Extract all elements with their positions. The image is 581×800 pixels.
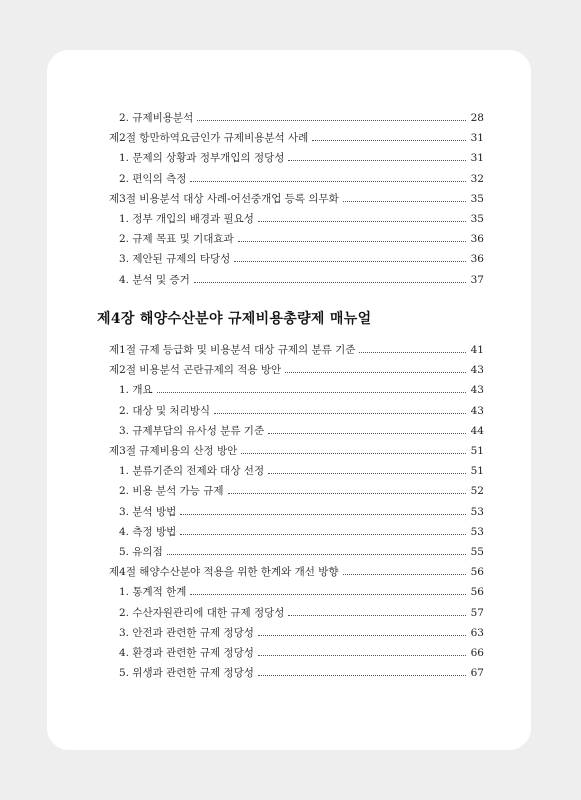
dot-leader	[234, 260, 466, 262]
toc-entry-page: 51	[470, 465, 484, 478]
toc-entry-title: 5. 유의점	[119, 546, 163, 558]
toc-entry-page: 43	[470, 404, 484, 417]
toc-entry-title: 2. 비용 분석 가능 규제	[119, 485, 224, 498]
dot-leader	[197, 119, 466, 121]
dot-leader	[241, 452, 466, 454]
toc-entry-title: 제4절 해양수산분야 적용을 위한 한계와 개선 방향	[109, 566, 339, 579]
toc-entry	[119, 463, 484, 479]
toc-entry	[119, 605, 484, 621]
toc-entry-title: 제3절 규제비용의 산정 방안	[109, 445, 238, 457]
toc-entry-page: 63	[470, 626, 484, 639]
toc-entry	[109, 191, 484, 207]
toc-entry-title: 2. 수산자원관리에 대한 규제 정당성	[119, 606, 285, 619]
toc-entry-title: 4. 측정 방법	[119, 525, 177, 538]
toc-entry	[119, 382, 484, 398]
chapter-heading: 제4장 해양수산분야 규제비용총량제 매뉴얼	[97, 311, 372, 327]
toc-entry	[119, 110, 484, 126]
toc-entry	[109, 130, 484, 146]
toc-entry-page: 31	[470, 152, 484, 165]
dot-leader	[285, 371, 466, 373]
dot-leader	[190, 180, 466, 182]
dot-leader	[359, 351, 466, 353]
toc-entry	[119, 625, 484, 641]
toc-entry	[119, 483, 484, 499]
toc-entry	[119, 504, 484, 520]
toc-entry	[119, 171, 484, 187]
toc-entry-page: 31	[470, 132, 484, 145]
toc-entry-page: 44	[470, 424, 484, 437]
dot-leader	[343, 573, 466, 575]
toc-entry-title: 1. 통계적 한계	[119, 586, 187, 599]
toc-entry-title: 1. 정부 개입의 배경과 필요성	[119, 213, 254, 225]
dot-leader	[167, 553, 466, 555]
dot-leader	[238, 240, 466, 242]
toc-entry-title: 3. 규제부담의 유사성 분류 기준	[119, 424, 265, 437]
dot-leader	[180, 513, 466, 515]
toc-entry	[119, 423, 484, 439]
dot-leader	[258, 634, 466, 636]
dot-leader	[180, 533, 466, 535]
toc-entry-title: 1. 문제의 상황과 정부개입의 정당성	[119, 152, 285, 165]
toc-entry-title: 2. 편익의 측정	[119, 172, 187, 185]
toc-entry	[119, 645, 484, 661]
dot-leader	[258, 674, 466, 676]
document-page	[47, 50, 531, 750]
toc-entry-page: 32	[470, 172, 484, 185]
toc-entry-page: 56	[470, 586, 484, 599]
toc-entry-title: 제2절 비용분석 곤란규제의 적용 방안	[109, 364, 282, 377]
toc-entry-page: 43	[470, 384, 484, 397]
toc-entry	[109, 362, 484, 378]
toc-entry-title: 2. 대상 및 처리방식	[119, 404, 211, 417]
dot-leader	[343, 200, 466, 202]
toc-entry-page: 41	[470, 344, 484, 356]
toc-entry	[109, 564, 484, 580]
toc-entry	[119, 544, 484, 560]
toc-entry	[119, 211, 484, 227]
toc-entry-page: 56	[470, 566, 484, 579]
toc-entry-title: 3. 안전과 관련한 규제 정당성	[119, 626, 254, 639]
dot-leader	[312, 139, 466, 141]
dot-leader	[194, 281, 466, 283]
toc-entry-title: 3. 분석 방법	[119, 505, 177, 518]
toc-entry	[119, 231, 484, 247]
toc-entry-page: 43	[470, 364, 484, 377]
dot-leader	[268, 432, 466, 434]
dot-leader	[268, 472, 466, 474]
toc-entry-page: 51	[470, 445, 484, 457]
toc-entry-title: 5. 위생과 관련한 규제 정당성	[119, 667, 254, 680]
toc-entry-title: 2. 규제비용분석	[119, 112, 194, 124]
toc-entry-title: 제1절 규제 등급화 및 비용분석 대상 규제의 분류 기준	[109, 344, 356, 356]
dot-leader	[190, 593, 466, 595]
toc-entry	[109, 443, 484, 459]
toc-entry-page: 35	[470, 192, 484, 205]
toc-entry-page: 28	[470, 112, 484, 124]
toc-entry-page: 36	[470, 233, 484, 246]
toc-entry-title: 1. 분류기준의 전제와 대상 선정	[119, 465, 265, 478]
toc-entry-title: 제2절 항만하역요금인가 규제비용분석 사례	[109, 132, 309, 145]
toc-entry-title: 3. 제안된 규제의 타당성	[119, 253, 231, 266]
toc-entry-page: 66	[470, 647, 484, 659]
toc-entry-title: 2. 규제 목표 및 기대효과	[119, 233, 234, 246]
toc-entry-page: 55	[470, 546, 484, 558]
dot-leader	[288, 159, 466, 161]
toc-entry	[119, 584, 484, 600]
toc-entry-page: 52	[470, 485, 484, 498]
dot-leader	[228, 492, 466, 494]
toc-entry-title: 1. 개요	[119, 384, 153, 397]
dot-leader	[258, 654, 466, 656]
dot-leader	[288, 614, 466, 616]
toc-entry	[119, 524, 484, 540]
toc-entry-title: 4. 분석 및 증거	[119, 273, 190, 286]
toc-entry-page: 67	[470, 667, 484, 680]
toc-entry-page: 53	[470, 505, 484, 518]
toc-entry	[109, 342, 484, 358]
toc-entry	[119, 150, 484, 166]
toc-entry	[119, 272, 484, 288]
toc-entry-page: 36	[470, 253, 484, 266]
toc-entry-page: 57	[470, 606, 484, 619]
dot-leader	[258, 220, 466, 222]
toc-entry-title: 제3절 비용분석 대상 사례-어선중개업 등록 의무화	[109, 192, 339, 205]
toc-entry-page: 53	[470, 525, 484, 538]
toc-entry	[119, 251, 484, 267]
dot-leader	[214, 412, 466, 414]
toc-entry-page: 35	[470, 213, 484, 225]
toc-entry-title: 4. 환경과 관련한 규제 정당성	[119, 647, 254, 659]
toc-entry-page: 37	[470, 273, 484, 286]
toc-entry	[119, 403, 484, 419]
toc-entry	[119, 665, 484, 681]
dot-leader	[157, 391, 466, 393]
